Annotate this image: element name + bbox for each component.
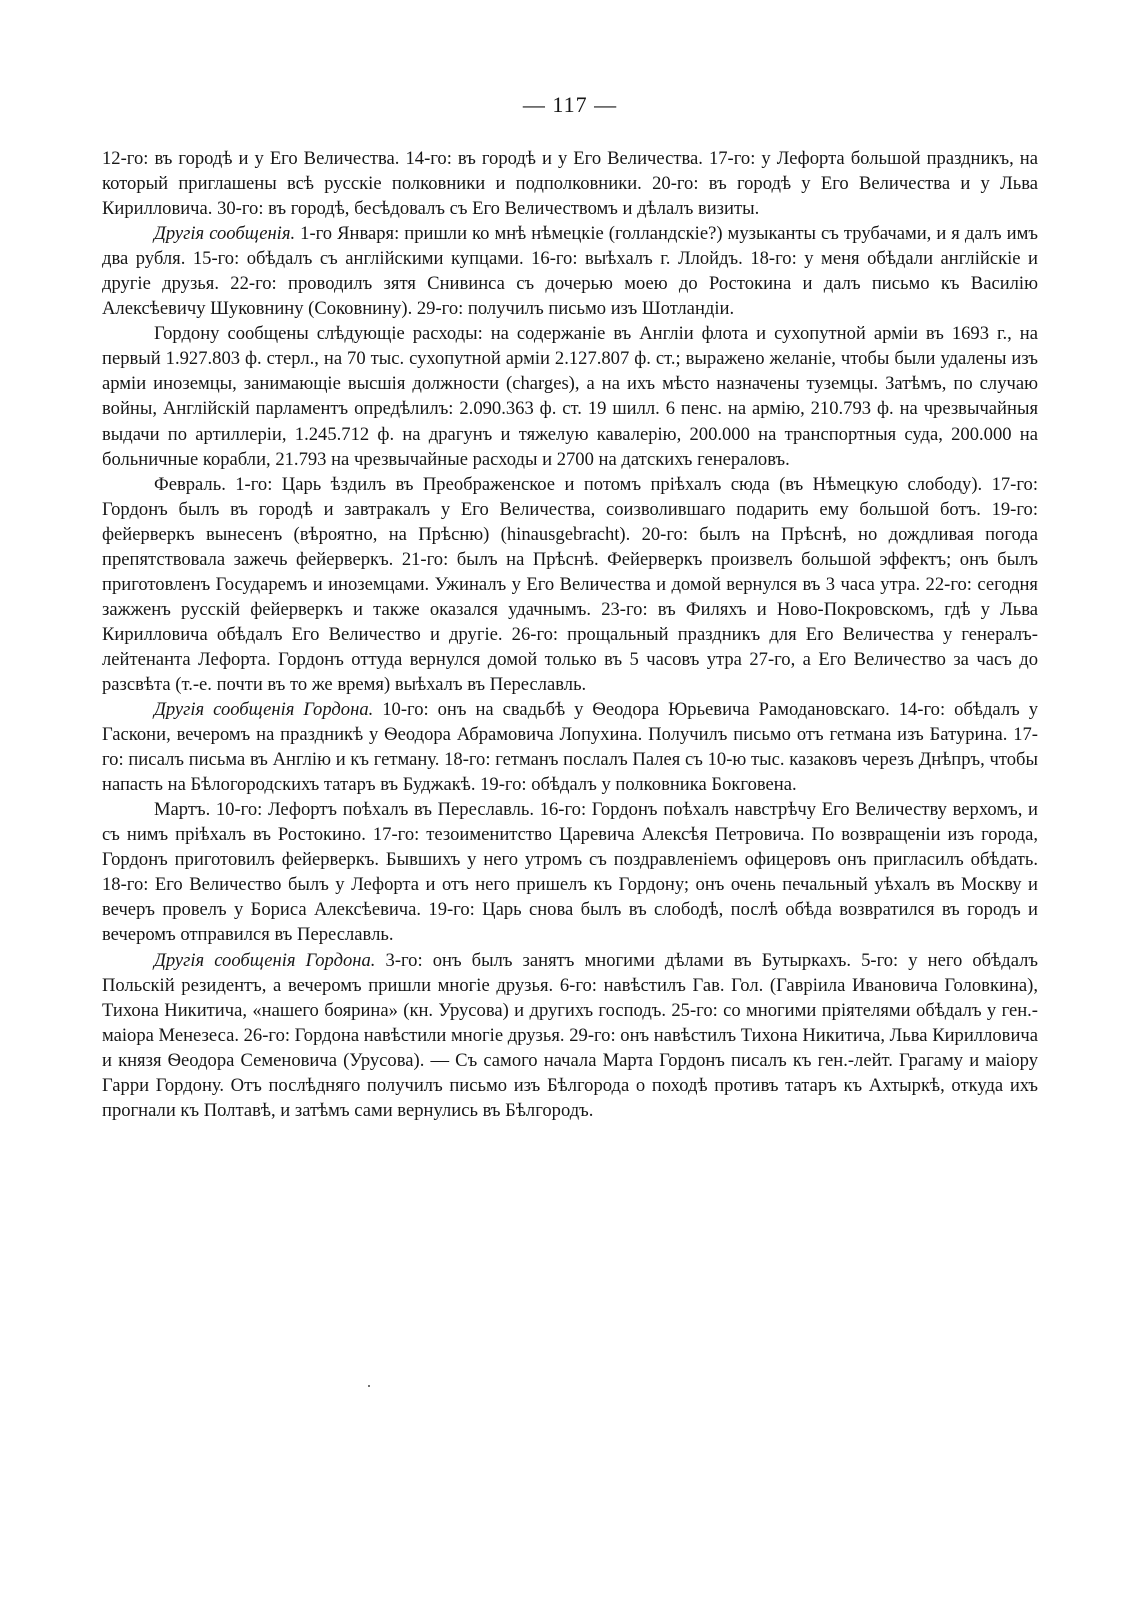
- paragraph-text: 12-го: въ городѣ и у Его Величества. 14-го: въ городѣ и у Его Величества. 17-го: у Лефорта большой праздникъ, на который приглашены всѣ русскіе полковники и подполковники. 20-го: въ городѣ у Его Величества и у Льва Кирилловича. 30-го: въ городѣ, бесѣдовалъ съ Его Величествомъ и дѣлалъ визиты.: [102, 148, 1038, 220]
- paragraph: [102, 472, 1038, 697]
- paragraph-text: 1-го Января: пришли ко мнѣ нѣмецкіе (голландскіе?) музыканты съ трубачами, и я далъ имъ два рубля. 15-го: обѣдалъ съ англійскими купцами. 16-го: выѣхалъ г. Ллойдъ. 18-го: у меня обѣдали англійскіе и другіе друзья. 22-го: проводилъ зятя Снивинса съ дочерью моею до Ростокина и далъ письмо къ Василію Алексѣевичу Шуковнину (Соковнину). 29-го: получилъ письмо изъ Шотландіи.: [102, 223, 1038, 320]
- paragraph-lead: Другія сообщенія Гордона.: [154, 949, 376, 971]
- paragraph: [102, 321, 1038, 471]
- ink-speck: [368, 1385, 370, 1387]
- page-number: — 117 —: [522, 92, 618, 117]
- paragraph-text: 3-го: онъ былъ занятъ многими дѣлами въ Бутыркахъ. 5-го: у него обѣдалъ Польскій резидентъ, а вечеромъ пришли многіе друзья. 6-го: навѣстилъ Гав. Гол. (Гавріила Ивановича Головкина), Тихона Никитича, «нашего боярина» (кн. Урусова) и другихъ господъ. 25-го: со многими пріятелями обѣдалъ у ген.-маіора Менезеса. 26-го: Гордона навѣстили многіе друзья. 29-го: онъ навѣстилъ Тихона Никитича, Льва Кирилловича и князя Ѳеодора Семеновича (Урусова). — Съ самого начала Марта Гордонъ писалъ къ ген.-лейт. Грагаму и маіору Гарри Гордону. Отъ послѣдняго получилъ письмо изъ Бѣлгорода о походѣ противъ татаръ къ Ахтыркѣ, откуда ихъ прогнали къ Полтавѣ, и затѣмъ сами вернулись въ Бѣлгородъ.: [102, 949, 1038, 1121]
- paragraph-text: Февраль. 1-го: Царь ѣздилъ въ Преображенское и потомъ пріѣхалъ сюда (въ Нѣмецкую слободу). 17-го: Гордонъ былъ въ городѣ и завтракалъ у Его Величества, соизволившаго подарить ему большой ботъ. 19-го: фейерверкъ вынесенъ (вѣроятно, на Прѣсню) (hinausgebracht). 20-го: былъ на Прѣснѣ, но дождливая погода препятствовала зажечь фейерверкъ. 21-го: былъ на Прѣснѣ. Фейерверкъ произвелъ большой эффектъ; онъ былъ приготовленъ Государемъ и иноземцами. Ужиналъ у Его Величества и домой вернулся въ 3 часа утра. 22-го: сегодня зажженъ русскій фейерверкъ и также оказался удачнымъ. 23-го: въ Филяхъ и Ново-Покровскомъ, гдѣ у Льва Кирилловича обѣдалъ Его Величество и другіе. 26-го: прощальный праздникъ для Его Величества у генералъ-лейтенанта Лефорта. Гордонъ оттуда вернулся домой только въ 5 часовъ утра 27-го, а Его Величество за часъ до разсвѣта (т.-е. почти въ то же время) выѣхалъ въ Переславль.: [102, 473, 1038, 695]
- paragraph: [102, 797, 1038, 947]
- paragraph-lead: Другія сообщенія.: [154, 223, 296, 245]
- paragraph-text: Гордону сообщены слѣдующіе расходы: на содержаніе въ Англіи флота и сухопутной арміи въ 1693 г., на первый 1.927.803 ф. стерл., на 70 тыс. сухопутной арміи 2.127.807 ф. ст.; выражено желаніе, чтобы были удалены изъ арміи иноземцы, занимающіе высшія должности (charges), а на ихъ мѣсто назначены туземцы. Затѣмъ, по случаю войны, Англійскій парламентъ опредѣлилъ: 2.090.363 ф. ст. 19 шилл. 6 пенс. на армію, 210.793 ф. на чрезвычайныя выдачи по артиллеріи, 1.245.712 ф. на драгунъ и тяжелую кавалерію, 200.000 на транспортныя суда, 200.000 на больничные корабли, 21.793 на чрезвычайные расходы и 2700 на датскихъ генераловъ.: [102, 323, 1038, 470]
- paragraph-text: Мартъ. 10-го: Лефортъ поѣхалъ въ Переславль. 16-го: Гордонъ поѣхалъ навстрѣчу Его Величеству верхомъ, и съ нимъ пріѣхалъ въ Ростокино. 17-го: тезоименитство Царевича Алексѣя Петровича. По возвращеніи изъ города, Гордонъ приготовилъ фейерверкъ. Бывшихъ у него утромъ съ поздравленіемъ офицеровъ онъ пригласилъ обѣдать. 18-го: Его Величество былъ у Лефорта и отъ него пришелъ къ Гордону; онъ очень печальный уѣхалъ въ Москву и вечеръ провелъ у Бориса Алексѣевича. 19-го: Царь снова былъ въ слободѣ, послѣ обѣда возвратился въ городъ и вечеромъ отправился въ Переславль.: [102, 799, 1038, 946]
- paragraph-text: 10-го: онъ на свадьбѣ у Ѳеодора Юрьевича Рамодановскаго. 14-го: обѣдалъ у Гаскони, вечеромъ на праздникѣ у Ѳеодора Абрамовича Лопухина. Получилъ письмо отъ гетмана изъ Батурина. 17-го: писалъ письма въ Англію и къ гетману. 18-го: гетманъ послалъ Палея съ 10-ю тыс. казаковъ черезъ Днѣпръ, чтобы напасть на Бѣлогородскихъ татаръ въ Буджакѣ. 19-го: обѣдалъ у полковника Бокговена.: [102, 699, 1038, 796]
- body-text: [102, 146, 1038, 1123]
- paragraph: [102, 948, 1038, 1123]
- paragraph-lead: Другія сообщенія Гордона.: [154, 699, 374, 721]
- paragraph: [102, 221, 1038, 321]
- paragraph: [102, 146, 1038, 221]
- paragraph: [102, 697, 1038, 797]
